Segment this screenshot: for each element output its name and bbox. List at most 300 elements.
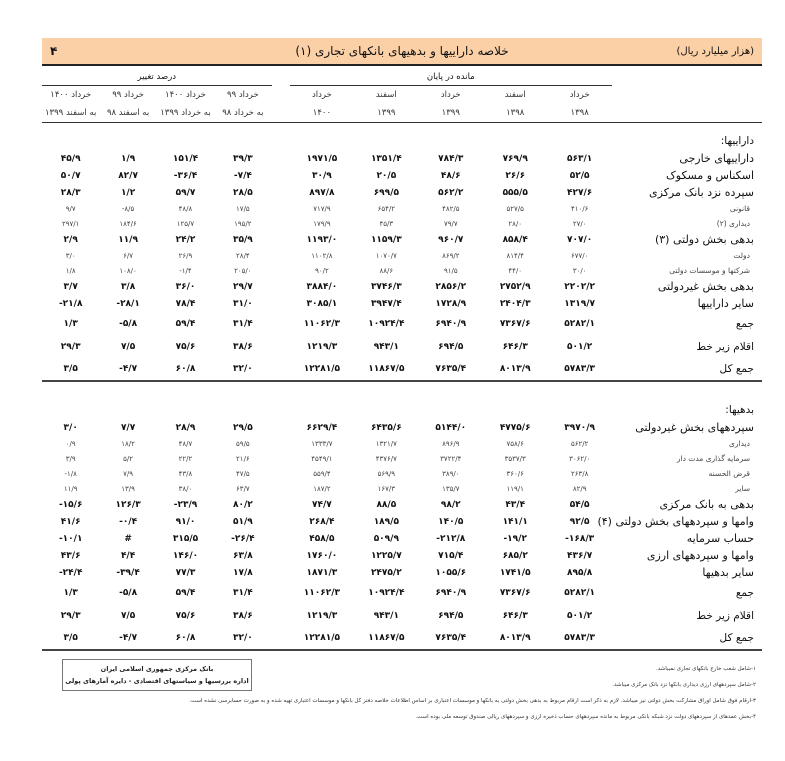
spacer-row [42,391,762,401]
gap-cell [272,496,290,513]
value-cell: ۳/۸ [120,281,136,292]
value-cell: ۳۸/۶ [232,610,253,621]
value-cell: ۴/۴ [120,550,136,561]
value-cell: ۷/۷ [120,422,136,433]
value-cell: ۱۰۸/۰ [119,266,137,275]
page-number: ۴ [50,44,58,58]
table-row [42,278,762,295]
row-label: بدهیها: [725,404,754,416]
empty-cell [419,401,483,419]
value-cell: -۴/۷ [99,627,156,650]
empty-cell [42,401,99,419]
value-cell: ۳۱/۴ [232,318,253,329]
empty-cell [354,132,418,150]
value-cell: ۷۸/۴ [175,298,196,309]
value-cell: ۵۱/۹ [232,516,253,527]
value-cell: ۳۸۸۴/۰ [306,281,338,292]
value-cell: ۷۶۳۵/۴ [419,358,483,381]
row-label: جمع کل [612,358,762,381]
value-cell: ۴۷/۵ [236,469,250,478]
value-cell: ۲۸۵۶/۲ [435,281,467,292]
empty-cell [419,132,483,150]
value-cell: ۳/۰ [65,251,76,260]
value-cell: ۵۰/۷ [60,170,81,181]
value-cell: -۱/۴ [179,266,192,275]
column-header-line2: به خرداد ۹۸ [214,104,271,122]
gap-cell [272,167,290,184]
column-header-line1: خرداد ۹۹ [227,90,259,100]
stamp-line-1: بانک مرکزی جمهوری اسلامی ایران [100,665,214,673]
row-label: سپرده نزد بانک مرکزی [649,186,754,199]
table-row [42,248,762,263]
value-cell: ۵۵۵/۵ [502,187,528,198]
value-cell: ۳/۹ [65,454,76,463]
gap-cell [272,530,290,547]
value-cell: ۶۷۷/۰ [570,251,589,260]
value-cell: ۵/۲ [123,454,134,463]
value-cell: ۲۹/۳ [60,610,81,621]
column-group-row [42,66,762,86]
empty-cell [547,401,612,419]
value-cell: ۳۵/۹ [232,234,253,245]
row-label: جمع [735,586,754,599]
value-cell: ۱۲۱۹/۳ [306,341,338,352]
row-label: شرکتها و موسسات دولتی [669,266,750,275]
value-cell: ۱۱۸۶۷/۵ [354,358,418,381]
value-cell: ۲۶۸/۴ [309,516,335,527]
value-cell: ۱۳۵۱/۴ [370,153,402,164]
value-cell: ۷۳۶۷/۶ [499,318,531,329]
column-header-line1: خرداد ۹۹ [112,90,144,100]
gap-cell [272,358,290,381]
value-cell: ۱۱۸۶۷/۵ [354,627,418,650]
value-cell: ۹۱/۰ [175,516,196,527]
table-row [42,231,762,248]
value-cell: ۷۴/۷ [312,499,332,510]
value-cell: ۳۷۴۶/۳ [370,281,402,292]
balance-sheet-table [42,66,762,651]
row-label: داراییهای خارجی [679,152,754,165]
value-cell: ۷۱۵/۴ [438,550,464,561]
value-cell: ۳۸/۰ [178,484,193,493]
value-cell: ۱۳۳۳/۷ [311,439,333,448]
value-cell: ۶۳/۷ [236,484,250,493]
value-cell: ۳۵۳۷/۳ [504,454,526,463]
gap-cell [272,604,290,627]
value-cell: ۲۹/۳ [60,341,81,352]
value-cell: ۶/۷ [123,251,134,260]
value-cell: ۷۹/۷ [443,219,458,228]
gap-cell [272,436,290,451]
value-cell: ۴۴/۰ [508,266,523,275]
value-cell: ۸۲/۷ [118,170,138,181]
value-cell: ۳۸۹/۰ [442,469,460,478]
value-cell: ۴۳/۸ [178,469,193,478]
total-row [42,627,762,650]
table-row [42,547,762,564]
value-cell: ۳۸/۶ [232,341,253,352]
row-label: وامها و سپردههای بخش دولتی (۴) [597,515,754,528]
empty-cell [99,132,156,150]
value-cell: ۶۸۵/۲ [502,550,528,561]
value-cell: ۱۲۲۵/۷ [370,550,402,561]
value-cell: ۱۸۴/۶ [119,219,137,228]
column-header-line1: اسفند [375,90,397,100]
column-header-line2: به اسفند ۹۸ [99,104,156,122]
value-cell: ۵۶۲/۲ [438,187,464,198]
value-cell: ۸۰/۲ [232,499,253,510]
value-cell: ۴۸/۶ [440,170,461,181]
value-cell: ۳۲/۰ [214,627,271,650]
value-cell: ۱۱/۹ [63,484,78,493]
gap-cell [272,401,290,419]
value-cell: ۵۹/۴ [175,318,196,329]
row-label: بدهی بخش غیردولتی [657,280,754,293]
stamp-line-2: اداره بررسیها و سیاستهای اقتصادی - دایره آمارهای پولی [65,677,249,685]
value-cell: ۶۴۳۵/۶ [370,422,402,433]
value-cell: ۶۹۴۰/۹ [435,318,467,329]
value-cell: ۲۴۰۴/۳ [499,298,531,309]
spacer-cell [42,381,762,391]
table-row [42,564,762,581]
value-cell: ۸۸/۵ [376,499,397,510]
row-label: اقلام زیر خط [696,609,754,622]
value-cell: ۴۱۰/۶ [570,204,589,213]
value-cell: ۴۳/۶ [60,550,81,561]
value-cell: ۷۶۹/۹ [502,153,528,164]
value-cell: ۶۴۶/۳ [502,341,528,352]
value-cell: ۶۶۲۹/۴ [306,422,338,433]
value-cell: ۲۹/۵ [232,422,253,433]
value-cell: -۱۹/۲ [503,533,527,544]
value-cell: ۷/۹ [123,469,134,478]
total-row [42,312,762,335]
value-cell: -۲۴/۴ [58,567,83,578]
value-cell: ۸۹۷/۸ [309,187,335,198]
table-row [42,295,762,312]
total-row [42,581,762,604]
value-cell: ۵۴/۵ [569,499,590,510]
table-row [42,216,762,231]
value-cell: ۱۴۱/۱ [502,516,528,527]
value-cell: ۴۷۷۵/۶ [499,422,531,433]
value-cell: ۲۰۵/۰ [234,266,252,275]
value-cell: ۳۱۵/۵ [172,533,199,544]
value-cell: ۴۸/۷ [178,439,193,448]
value-cell: ۴۸/۸ [178,204,193,213]
empty-cell [290,401,354,419]
title-bar [42,38,762,66]
spacer-row [42,122,762,132]
value-cell: ۴۵/۳ [379,219,394,228]
value-cell: ۴۸۲/۵ [442,204,460,213]
column-header-line2: به اسفند ۱۳۹۹ [42,104,99,122]
value-cell: ۵۱۴۴/۰ [435,422,467,433]
value-cell: ۲۰/۵ [376,170,397,181]
value-cell: ۱۱۰۲/۸ [311,251,333,260]
value-cell: ۳۷۲۲/۴ [440,454,462,463]
value-cell: ۲۸/۵ [232,187,253,198]
value-cell: ۳۰۶۲/۰ [569,454,591,463]
value-cell: ۱۲۱۹/۳ [306,610,338,621]
value-cell: ۷۰۷/۰ [567,234,593,245]
gap-cell [272,278,290,295]
value-cell: ۵۰۱/۲ [567,610,593,621]
value-cell: ۲۲۰۲/۲ [564,281,596,292]
row-label: دیداری (۲) [716,219,750,228]
value-cell: ۱۴۶/۰ [172,550,199,561]
value-cell: ۲۸/۹ [175,422,196,433]
value-cell: ۹۸/۲ [440,499,461,510]
column-header-line1: خرداد ۱۴۰۰ [165,90,206,100]
value-cell: ۱۹۵/۲ [234,219,252,228]
value-cell: ۹۴۳/۱ [373,610,399,621]
value-cell: ۱/۳ [63,587,78,598]
gap-cell [272,86,290,104]
value-cell: ۳/۰ [63,422,78,433]
value-cell: ۸۹۵/۸ [567,567,593,578]
value-cell: ۵۵۹/۴ [313,469,331,478]
column-header-line1: خرداد [569,90,590,100]
column-header-line2: ۱۳۹۹ [419,104,483,122]
value-cell: ۳/۷ [63,281,78,292]
empty-cell [157,132,214,150]
gap-cell [272,513,290,530]
value-cell: ۷۵۸/۶ [506,439,524,448]
value-cell: ۵۹/۵ [236,439,250,448]
empty-cell [99,401,156,419]
value-cell: ۲۷۵۲/۹ [499,281,531,292]
table-row [42,263,762,278]
column-header-line2: ۱۴۰۰ [290,104,354,122]
value-cell: ۴۳۶/۷ [567,550,593,561]
value-cell: ۴۵۴۹/۱ [311,454,333,463]
value-cell: ۷۳۶۷/۶ [499,587,531,598]
value-cell: ۵۹/۷ [175,187,196,198]
table-row [42,201,762,216]
row-label: سایر [735,484,750,493]
value-cell: ۷۸۴/۳ [438,153,464,164]
value-cell: ۵۰۱/۲ [567,341,593,352]
value-cell: ۱۱۰۶۲/۳ [303,587,341,598]
value-cell: ۴۱/۶ [60,516,81,527]
gap-cell [272,104,290,122]
value-cell: ۱۰۹۲۴/۴ [368,587,405,598]
value-cell: ۳۹۴۷/۴ [370,298,402,309]
value-cell: ۱۱/۹ [118,234,138,245]
value-cell: ۵۷۸۳/۳ [547,627,612,650]
group-header-change: درصد تغییر [42,72,272,86]
group-header-balance: مانده در پایان [290,72,612,86]
value-cell: ۱۲۶/۳ [115,499,141,510]
gap-cell [272,547,290,564]
row-label: وامها و سپردههای ارزی [646,549,754,562]
value-cell: ۳۶۰/۶ [506,469,524,478]
value-cell: ۲۲/۲ [178,454,193,463]
table-row [42,451,762,466]
liabilities-heading-row [42,401,762,419]
value-cell: ۷۷/۳ [175,567,196,578]
value-cell: ۵۷۸۳/۳ [547,358,612,381]
footnote: ۲-شامل سپردههای ارزی دیداری بانکها نزد بانک مرکزی میباشد. [612,682,756,688]
gap-cell [272,627,290,650]
total-row [42,358,762,381]
gap-cell [272,312,290,335]
label-header-cell [612,104,762,122]
value-cell: ۱۰۷۰/۷ [375,251,397,260]
table-row [42,150,762,167]
label-header-cell [612,86,762,104]
gap-cell [272,335,290,358]
footnotes [56,663,756,727]
value-cell: ۴۵۸/۵ [309,533,335,544]
value-cell: ۱۸۹/۵ [373,516,399,527]
gap-cell [272,295,290,312]
value-cell: ۹۴۳/۱ [373,341,399,352]
value-cell: ۸۲/۹ [572,484,587,493]
value-cell: ۵۰۹/۹ [373,533,399,544]
value-cell: ۱۹۷۱/۵ [306,153,338,164]
value-cell: ۶۹۴/۵ [438,610,464,621]
value-cell: ۱۸۷/۲ [313,484,331,493]
value-cell: ۵۶۳/۱ [567,153,593,164]
value-cell: ۸۶۹/۲ [442,251,460,260]
value-cell: ۸۸/۶ [379,266,394,275]
value-cell: -۱/۸ [64,469,77,478]
value-cell: ۱۱۵۹/۳ [370,234,402,245]
value-cell: ۱۷۶۰/۰ [306,550,338,561]
column-header-line2: ۱۳۹۸ [547,104,612,122]
value-cell: -۳۶/۴ [173,170,198,181]
row-label: داراییها: [720,135,754,147]
value-cell: ۳۱/۴ [232,587,253,598]
value-cell: ۲۴۷۵/۲ [370,567,402,578]
value-cell: ۶۹۹/۵ [373,187,399,198]
table-row [42,513,762,530]
row-label: اسکناس و مسکوک [665,169,754,182]
row-label: بدهی بخش دولتی (۳) [654,233,754,246]
value-cell: -۱۶۸/۳ [565,533,595,544]
empty-cell [483,401,547,419]
value-cell: ۱۷/۵ [236,204,250,213]
value-cell: ۲۹۷/۱ [61,219,80,228]
value-cell: ۶۰/۸ [157,627,214,650]
column-header-row-2 [42,104,762,122]
empty-cell [483,132,547,150]
footnote: ۴-بخش عمدهای از سپردههای دولت نزد شبکه بانکی مربوط به مانده سپردههای حساب ذخیره ارزی و سپردههای ریالی صندوق توسعه ملی بوده است. [415,714,756,720]
row-label: جمع [735,317,754,330]
value-cell: ۹/۷ [65,204,76,213]
value-cell: -۲۳/۹ [173,499,198,510]
value-cell: ۱۷/۸ [232,567,253,578]
value-cell: ۸۱۴/۴ [506,251,524,260]
value-cell: ۱۰۹۲۴/۴ [368,318,405,329]
value-cell: ۶۹۴۰/۹ [435,587,467,598]
column-header-line2: ۱۳۹۹ [354,104,418,122]
gap-cell [272,564,290,581]
gap-cell [272,581,290,604]
value-cell: ۶۹۴/۵ [438,341,464,352]
value-cell: ۵۶۲/۲ [570,439,589,448]
value-cell: ۶۴۶/۳ [502,610,528,621]
value-cell: ۳/۵ [42,627,99,650]
value-cell: ۵۲/۵ [569,170,590,181]
value-cell: ۵۲۸۲/۱ [564,318,596,329]
column-header-line1: خرداد [440,90,461,100]
value-cell: ۲۶/۶ [505,170,526,181]
row-label: سرمایه گذاری مدت دار [676,454,750,463]
value-cell: ۹۱/۵ [443,266,458,275]
value-cell: ۱/۳ [63,318,78,329]
column-header-row-1 [42,86,762,104]
value-cell: -۳۹/۴ [116,567,140,578]
value-cell: ۱۳۱۹/۷ [564,298,596,309]
value-cell: ۷۵/۶ [175,341,196,352]
value-cell: ۷۱۷/۹ [313,204,331,213]
value-cell: -۲۱/۸ [58,298,83,309]
value-cell: ۲۸/۳ [60,187,81,198]
row-label: دیداری [729,439,750,448]
value-cell: ۱۸۷۱/۳ [306,567,338,578]
value-cell: ۱۳/۹ [121,484,135,493]
gap-cell [272,248,290,263]
value-cell: -۲۶/۴ [231,533,255,544]
table-row [42,167,762,184]
value-cell: ۲۷/۰ [572,219,587,228]
spacer-cell [42,391,762,401]
gap-cell [272,231,290,248]
value-cell: ۳۰/۹ [312,170,332,181]
value-cell: -۵/۸ [119,318,138,329]
gap-cell [272,263,290,278]
empty-cell [547,132,612,150]
value-cell: ۱۶۷/۳ [377,484,396,493]
value-cell: -۱۵/۶ [58,499,83,510]
value-cell: ۱۱۰۶۲/۳ [303,318,341,329]
value-cell: -۸/۵ [121,204,135,213]
value-cell: -۴/۷ [99,358,156,381]
table-row [42,481,762,496]
value-cell: ۱/۲ [120,187,136,198]
empty-cell [157,401,214,419]
empty-cell [42,132,99,150]
gap-cell [272,216,290,231]
total-row [42,604,762,627]
column-header-line1: اسفند [504,90,526,100]
value-cell: ۲۸/۴ [236,251,250,260]
gap-cell [272,201,290,216]
value-cell: ۲/۹ [63,234,78,245]
column-header-line2: به خرداد ۱۳۹۹ [157,104,214,122]
value-cell: ۱/۸ [65,266,76,275]
value-cell: -۱۰/۱ [58,533,83,544]
value-cell: ۱۷۴۱/۵ [499,567,531,578]
empty-cell [290,132,354,150]
gap-cell [272,132,290,150]
value-cell: ۷/۵ [120,610,136,621]
value-cell: ۵۹/۴ [175,587,196,598]
value-cell: ۷/۵ [120,341,136,352]
value-cell: ۶۳/۸ [232,550,253,561]
assets-heading-row [42,132,762,150]
value-cell: ۱۰۵۵/۶ [435,567,467,578]
value-cell: ۱۷۲۸/۹ [435,298,467,309]
value-cell: ۱۲۵/۷ [176,219,195,228]
value-cell: ۲۶۳/۸ [570,469,589,478]
empty-cell [214,132,271,150]
value-cell: ۹۶۰/۷ [438,234,464,245]
value-cell: ۴۲۷/۶ [567,187,593,198]
